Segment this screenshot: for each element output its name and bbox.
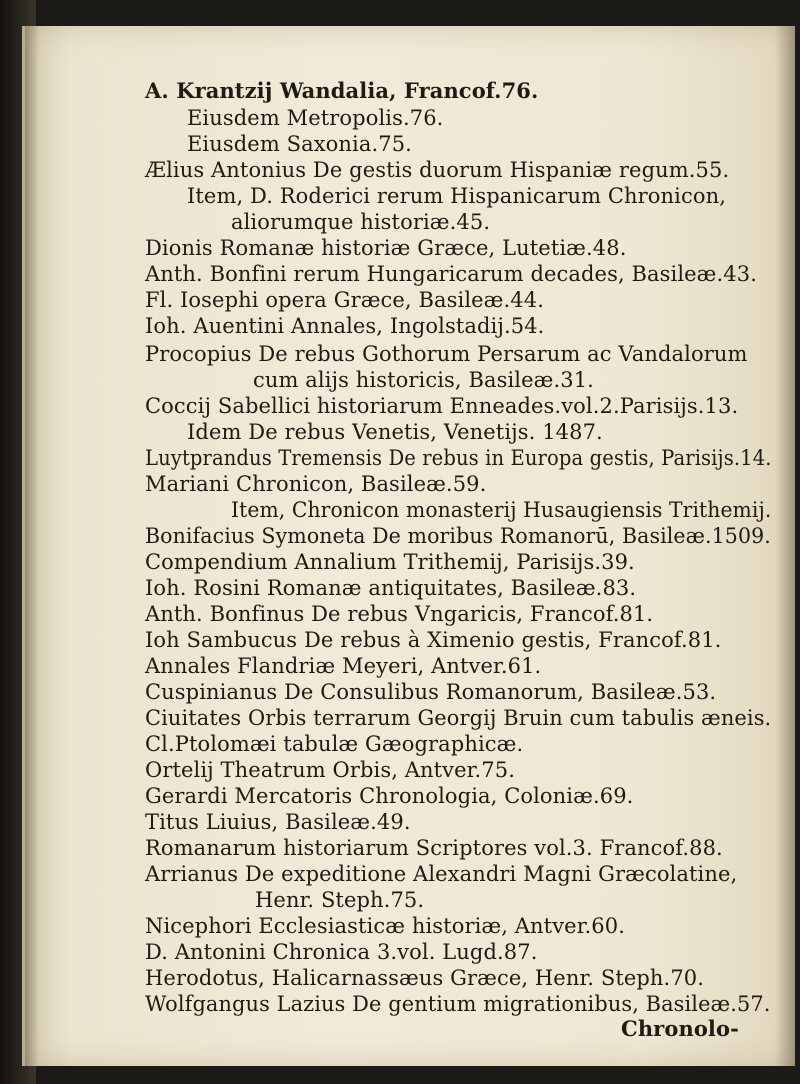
entry-line: Gerardi Mercatoris Chronologia, Coloniæ.69. <box>145 784 634 808</box>
entry-line: Procopius De rebus Gothorum Persarum ac Vandalorum <box>145 342 748 366</box>
entry-line: Mariani Chronicon, Basileæ.59. <box>145 472 487 496</box>
entry-line: Anth. Bonfini rerum Hungaricarum decades, Basileæ.43. <box>145 262 757 286</box>
entry-line: Herodotus, Halicarnassæus Græce, Henr. Steph.70. <box>145 966 705 990</box>
entry-line: aliorumque historiæ.45. <box>231 210 491 234</box>
entry-line: Arrianus De expeditione Alexandri Magni Græcolatine, <box>145 862 738 886</box>
entry-line: Ciuitates Orbis terrarum Georgij Bruin cum tabulis æneis. <box>145 706 772 730</box>
entry-line: Cl.Ptolomæi tabulæ Gæographicæ. <box>145 732 524 756</box>
entry-line: Ioh Sambucus De rebus à Ximenio gestis, Francof.81. <box>145 628 722 652</box>
entry-line: cum alijs historicis, Basileæ.31. <box>253 368 594 392</box>
entry-line: Idem De rebus Venetis, Venetijs. 1487. <box>187 420 603 444</box>
entry-line: Nicephori Ecclesiasticæ historiæ, Antver.60. <box>145 914 626 938</box>
entry-line: Eiusdem Metropolis.76. <box>187 106 444 130</box>
entry-line: Romanarum historiarum Scriptores vol.3. Francof.88. <box>145 836 723 860</box>
book-page <box>22 26 795 1066</box>
entry-line: Item, D. Roderici rerum Hispanicarum Chronicon, <box>187 184 726 208</box>
entry-line: Item, Chronicon monasterij Husaugiensis Trithemij. <box>231 498 772 522</box>
entry-line: D. Antonini Chronica 3.vol. Lugd.87. <box>145 940 538 964</box>
entry-line: Ioh. Auentini Annales, Ingolstadij.54. <box>145 314 545 338</box>
entry-line: Henr. Steph.75. <box>255 888 425 912</box>
entry-line: Annales Flandriæ Meyeri, Antver.61. <box>145 654 542 678</box>
entry-line: Dionis Romanæ historiæ Græce, Lutetiæ.48. <box>145 236 627 260</box>
entry-line: Compendium Annalium Trithemij, Parisijs.39. <box>145 550 635 574</box>
entry-line: Luytprandus Tremensis De rebus in Europa gestis, Parisijs.14. <box>145 446 772 470</box>
entry-line: Eiusdem Saxonia.75. <box>187 132 412 156</box>
bibliography-list <box>25 26 795 1066</box>
entry-line: Fl. Iosephi opera Græce, Basileæ.44. <box>145 288 544 312</box>
entry-line: Ælius Antonius De gestis duorum Hispaniæ regum.55. <box>145 158 730 182</box>
entry-line: Bonifacius Symoneta De moribus Romanorū, Basileæ.1509. <box>145 524 771 548</box>
entry-line: Anth. Bonfinus De rebus Vngaricis, Francof.81. <box>145 602 654 626</box>
entry-line: Ioh. Rosini Romanæ antiquitates, Basileæ.83. <box>145 576 637 600</box>
entry-line: Titus Liuius, Basileæ.49. <box>145 810 411 834</box>
entry-line: A. Krantzij Wandalia, Francof.76. <box>145 78 539 103</box>
entry-line: Cuspinianus De Consulibus Romanorum, Basileæ.53. <box>145 680 717 704</box>
entry-line: Ortelij Theatrum Orbis, Antver.75. <box>145 758 515 782</box>
entry-line: Coccij Sabellici historiarum Enneades.vol.2.Parisijs.13. <box>145 394 739 418</box>
catchword: Chronolo- <box>621 1016 739 1041</box>
entry-line: Wolfgangus Lazius De gentium migrationibus, Basileæ.57. <box>145 992 771 1016</box>
